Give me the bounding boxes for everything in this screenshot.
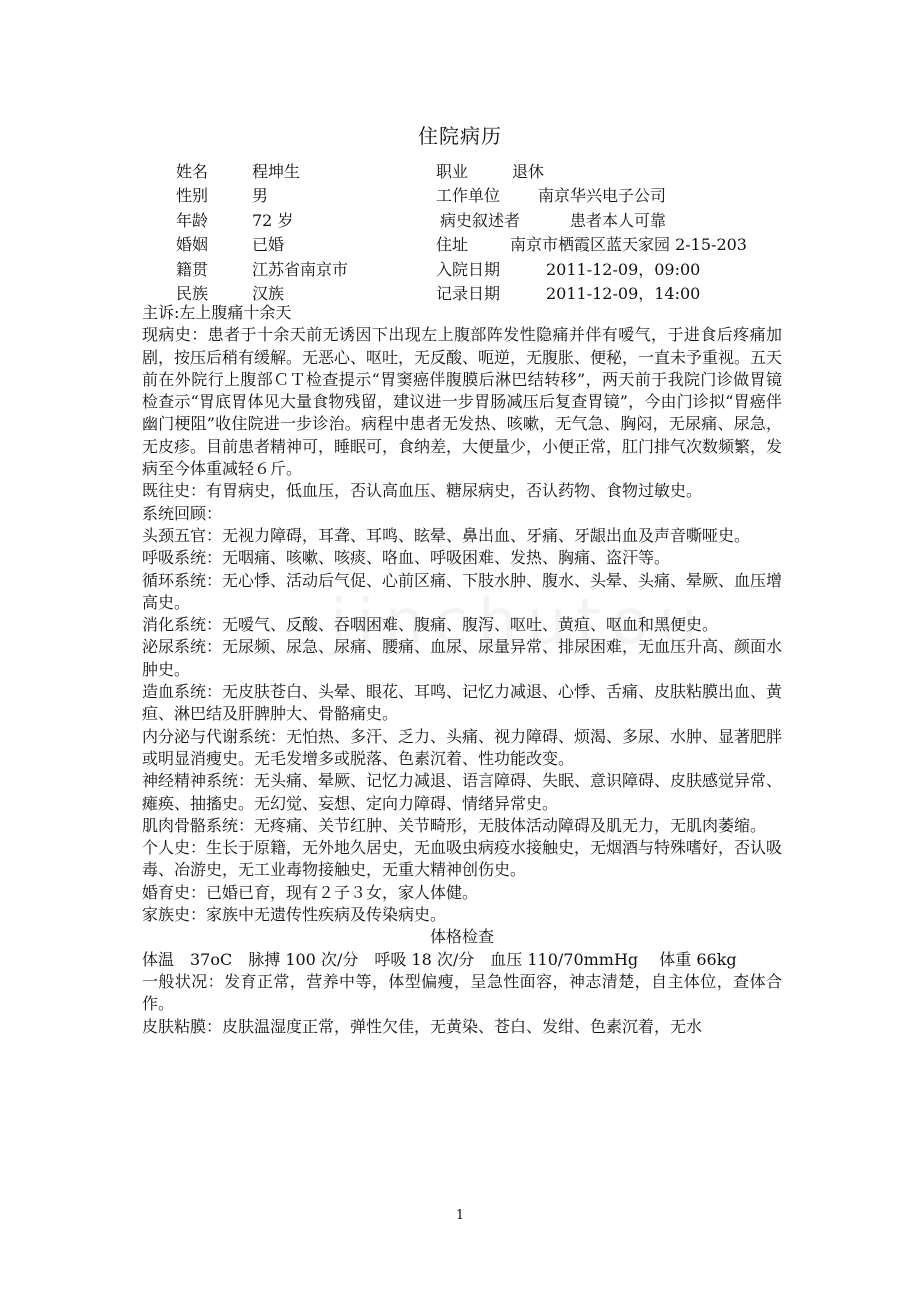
review-digestive: 消化系统：无嗳气、反酸、吞咽困难、腹痛、腹泻、呕吐、黄疸、呕血和黑便史。 (142, 615, 719, 635)
workplace-value: 南京华兴电子公司 (538, 186, 667, 206)
narrator-value: 患者本人可靠 (570, 210, 667, 230)
exam-title: 体格检查 (429, 927, 494, 947)
marriage-label: 婚姻 (176, 235, 209, 255)
native-value: 江苏省南京市 (252, 259, 349, 279)
chief-complaint: 主诉:左上腹痛十余天 (142, 303, 292, 322)
record-date-value: 2011-12-09，14:00 (546, 283, 701, 303)
sex-value: 男 (252, 186, 269, 206)
review-musculoskeletal: 肌肉骨骼系统：无疼痛、关节红肿、关节畸形，无肢体活动障碍及肌无力，无肌肉萎缩。 (142, 815, 767, 835)
workplace-label: 工作单位 (436, 186, 501, 206)
address-value: 南京市栖霞区蓝天家园 2-15-203 (510, 235, 747, 255)
personal-history: 个人史：生长于原籍，无外地久居史，无血吸虫病疫水接触史，无烟酒与特殊嗜好，否认吸毒、冶游史，无工业毒物接触史，无重大精神创伤史。 (142, 838, 783, 880)
marriage-value: 已婚 (252, 235, 285, 255)
age-label: 年龄 (176, 210, 209, 230)
native-label: 籍贯 (176, 259, 209, 279)
narrator-label: 病史叙述者 (440, 210, 521, 230)
skin-mucosa: 皮肤粘膜：皮肤温湿度正常，弹性欠佳，无黄染、苍白、发绀、色素沉着，无水 (142, 1016, 703, 1036)
record-body (142, 302, 782, 1038)
name-value: 程坤生 (252, 162, 301, 181)
marital-history: 婚育史：已婚已育，现有２子３女，家人体健。 (142, 882, 479, 902)
present-illness: 现病史：患者于十余天前无诱因下出现左上腹部阵发性隐痛并伴有嗳气，于进食后疼痛加剧，按压后稍有缓解。无恶心、呕吐，无反酸、呃逆，无腹胀、便秘，一直未予重视。五天前在外院行上腹部ＣＴ检查提示“胃窦癌伴腹膜后淋巴结转移”，两天前于我院门诊做胃镜检查示“胃底胃体见大量食物残留，建议进一步胃肠减压后复查胃镜”，今由门诊拟“胃癌伴幽门梗阻”收住院进一步诊治。病程中患者无发热、咳嗽，无气急、胸闷，无尿痛、尿急，无皮疹。目前患者精神可，睡眠可，食纳差，大便量少，小便正常，肛门排气次数频繁，发病至今体重减轻６斤。 (142, 325, 783, 479)
page-number: 1 (455, 1208, 465, 1223)
review-urinary: 泌尿系统：无尿频、尿急、尿痛、腰痛、血尿、尿量异常、排尿困难，无血压升高、颜面水肿史。 (142, 637, 783, 679)
ethnic-value: 汉族 (252, 283, 285, 303)
record-date-label: 记录日期 (436, 283, 501, 303)
sex-label: 性别 (176, 186, 209, 206)
review-heent: 头颈五官：无视力障碍，耳聋、耳鸣、眩晕、鼻出血、牙痛、牙龈出血及声音嘶哑史。 (142, 525, 751, 545)
review-neuro: 神经精神系统：无头痛、晕厥、记忆力减退、语言障碍、失眠、意识障碍、皮肤感觉异常、瘫痪、抽搐史。无幻觉、妄想、定向力障碍、情绪异常史。 (142, 771, 783, 813)
general-condition: 一般状况：发育正常，营养中等，体型偏瘦，呈急性面容，神志清楚，自主体位，查体合作。 (142, 971, 782, 1014)
review-circulatory: 循环系统：无心悸、活动后气促、心前区痛、下肢水肿、腹水、头晕、头痛、晕厥、血压增高史。 (142, 570, 783, 612)
page-title: 住院病历 (418, 124, 502, 148)
review-hematopoietic: 造血系统：无皮肤苍白、头晕、眼花、耳鸣、记忆力减退、心悸、舌痛、皮肤粘膜出血、黄疸、淋巴结及肝脾肿大、骨骼痛史。 (142, 682, 783, 724)
age-value: 72 岁 (252, 210, 294, 230)
admit-date-label: 入院日期 (436, 259, 501, 279)
admit-date-value: 2011-12-09，09:00 (546, 259, 701, 279)
family-history: 家族史：家族中无遗传性疾病及传染病史。 (142, 905, 447, 925)
ethnic-label: 民族 (176, 283, 209, 303)
system-review-title: 系统回顾： (142, 503, 223, 523)
review-respiratory: 呼吸系统：无咽痛、咳嗽、咳痰、咯血、呼吸困难、发热、胸痛、盗汗等。 (142, 548, 671, 568)
address-label: 住址 (436, 235, 469, 255)
occupation-label: 职业 (436, 162, 469, 181)
vital-signs: 体温 37oC 脉搏 100 次/分 呼吸 18 次/分 血压 110/70mmHg 体重 66kg (142, 949, 737, 969)
review-endocrine: 内分泌与代谢系统：无怕热、多汗、乏力、头痛、视力障碍、烦渴、多尿、水肿、显著肥胖或明显消瘦史。无毛发增多或脱落、色素沉着、性功能改变。 (142, 726, 783, 768)
past-history: 既往史：有胃病史，低血压，否认高血压、糖尿病史，否认药物、食物过敏史。 (142, 481, 703, 501)
name-label: 姓名 (176, 162, 209, 181)
occupation-value: 退休 (512, 162, 545, 181)
